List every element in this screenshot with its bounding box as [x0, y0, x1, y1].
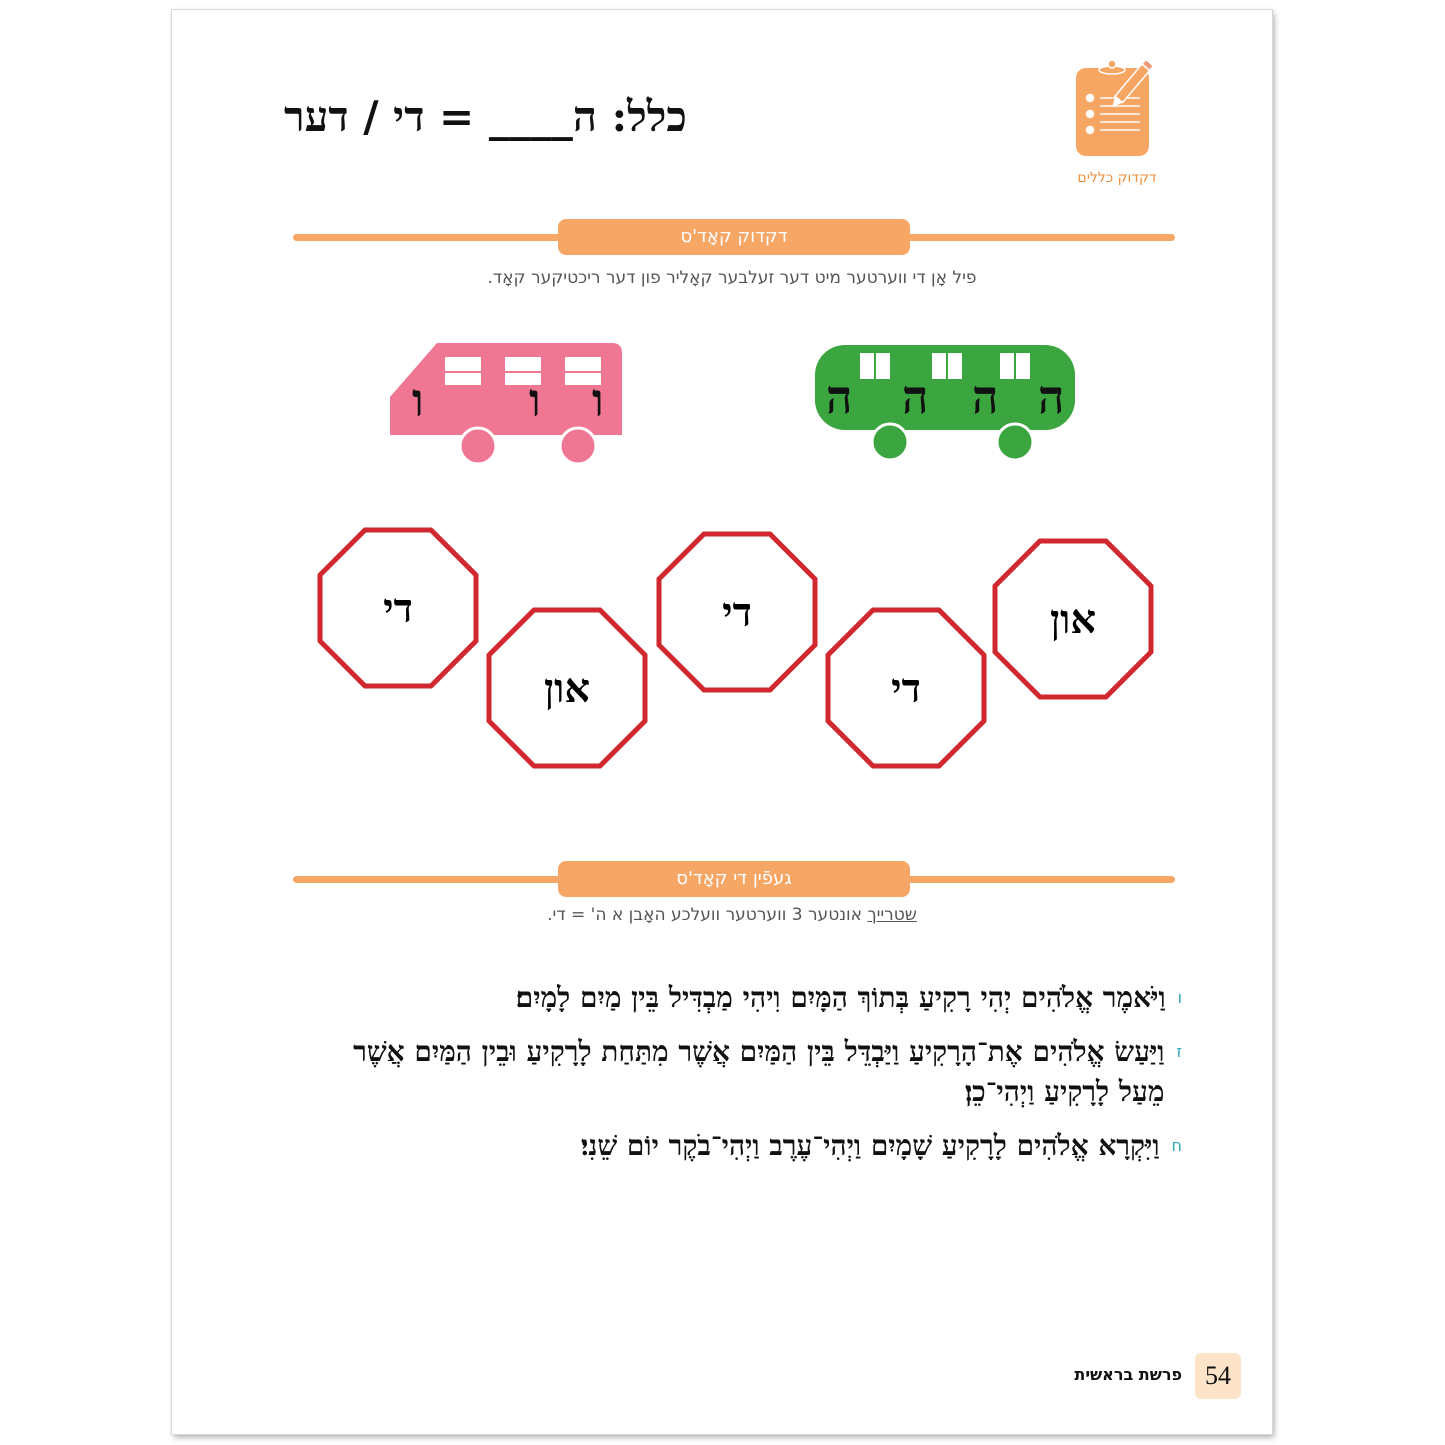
octagon-word: די — [891, 665, 921, 712]
verse-block — [322, 978, 1182, 1166]
octagon-card[interactable] — [659, 534, 815, 690]
verse-row — [322, 978, 1182, 1018]
rule-title: כלל: ה____ = די / דער — [284, 92, 687, 141]
bus-letter: ה — [902, 370, 929, 424]
verse-row — [322, 1126, 1182, 1166]
bus-letter: ו — [412, 373, 424, 427]
octagon-card[interactable] — [489, 610, 645, 766]
octagon-field — [312, 515, 1162, 785]
worksheet-page — [172, 10, 1272, 1434]
section2-instruction — [392, 905, 1072, 925]
bus-letter: ו — [529, 373, 541, 427]
green-bus — [815, 345, 1075, 460]
underline-keyword: שטרייך — [867, 905, 917, 925]
octagon-word: און — [1049, 596, 1097, 643]
pink-bus — [390, 343, 622, 464]
verse-text: וַיַּעַשׂ אֱלֹהִים אֶת־הָרָקִיעַ וַיַּבְדֵּל בֵּין הַמַּיִם אֲשֶׁר מִתַּחַת לָרָקִיעַ וּבֵין הַמַּיִם אֲשֶׁר מֵעַל לָרָקִיעַ וַיְהִי־כֵן׃ — [353, 1035, 1165, 1108]
verse-number: ז — [1176, 1042, 1182, 1061]
verse-row — [322, 1032, 1182, 1112]
bus-letter: ה — [826, 370, 853, 424]
verse-text: וַיֹּאמֶר אֱלֹהִים יְהִי רָקִיעַ בְּתוֹךְ הַמָּיִם וִיהִי מַבְדִּיל בֵּין מַיִם לָמָיִם׃ — [515, 981, 1166, 1014]
verse-number: ו — [1177, 988, 1182, 1007]
bus-letter: ה — [972, 370, 999, 424]
octagon-word: די — [383, 585, 413, 632]
octagon-word: די — [722, 589, 752, 636]
section1-instruction: פיל אָן די ווערטער מיט דער זעלבער קאָליר פון דער ריכטיקער קאָד. — [487, 268, 977, 288]
checklist-icon — [1076, 68, 1149, 156]
section-banner-codes: דקדוק קאָד'ס — [558, 219, 910, 255]
verse-text: וַיִּקְרָא אֱלֹהִים לָרָקִיעַ שָׁמָיִם וַיְהִי־עֶרֶב וַיְהִי־בֹקֶר יוֹם שֵׁנִי׃ — [580, 1129, 1160, 1162]
parsha-name: פרשת בראשית — [1074, 1365, 1182, 1384]
section-banner-find-codes: געפֿין די קאָד'ס — [558, 861, 910, 897]
badge-label: דקדוק כללים — [1077, 170, 1157, 186]
bus-letter: ו — [592, 373, 604, 427]
octagon-card[interactable] — [320, 530, 476, 686]
instruction-text: אונטער 3 ווערטער וועלכע האָבן א ה' = די. — [547, 905, 868, 925]
bus-letter: ה — [1038, 370, 1065, 424]
verse-number: ח — [1171, 1136, 1182, 1155]
octagon-card[interactable] — [828, 610, 984, 766]
octagon-card[interactable] — [995, 541, 1151, 697]
page-number: 54 — [1195, 1353, 1241, 1399]
octagon-word: און — [543, 665, 591, 712]
